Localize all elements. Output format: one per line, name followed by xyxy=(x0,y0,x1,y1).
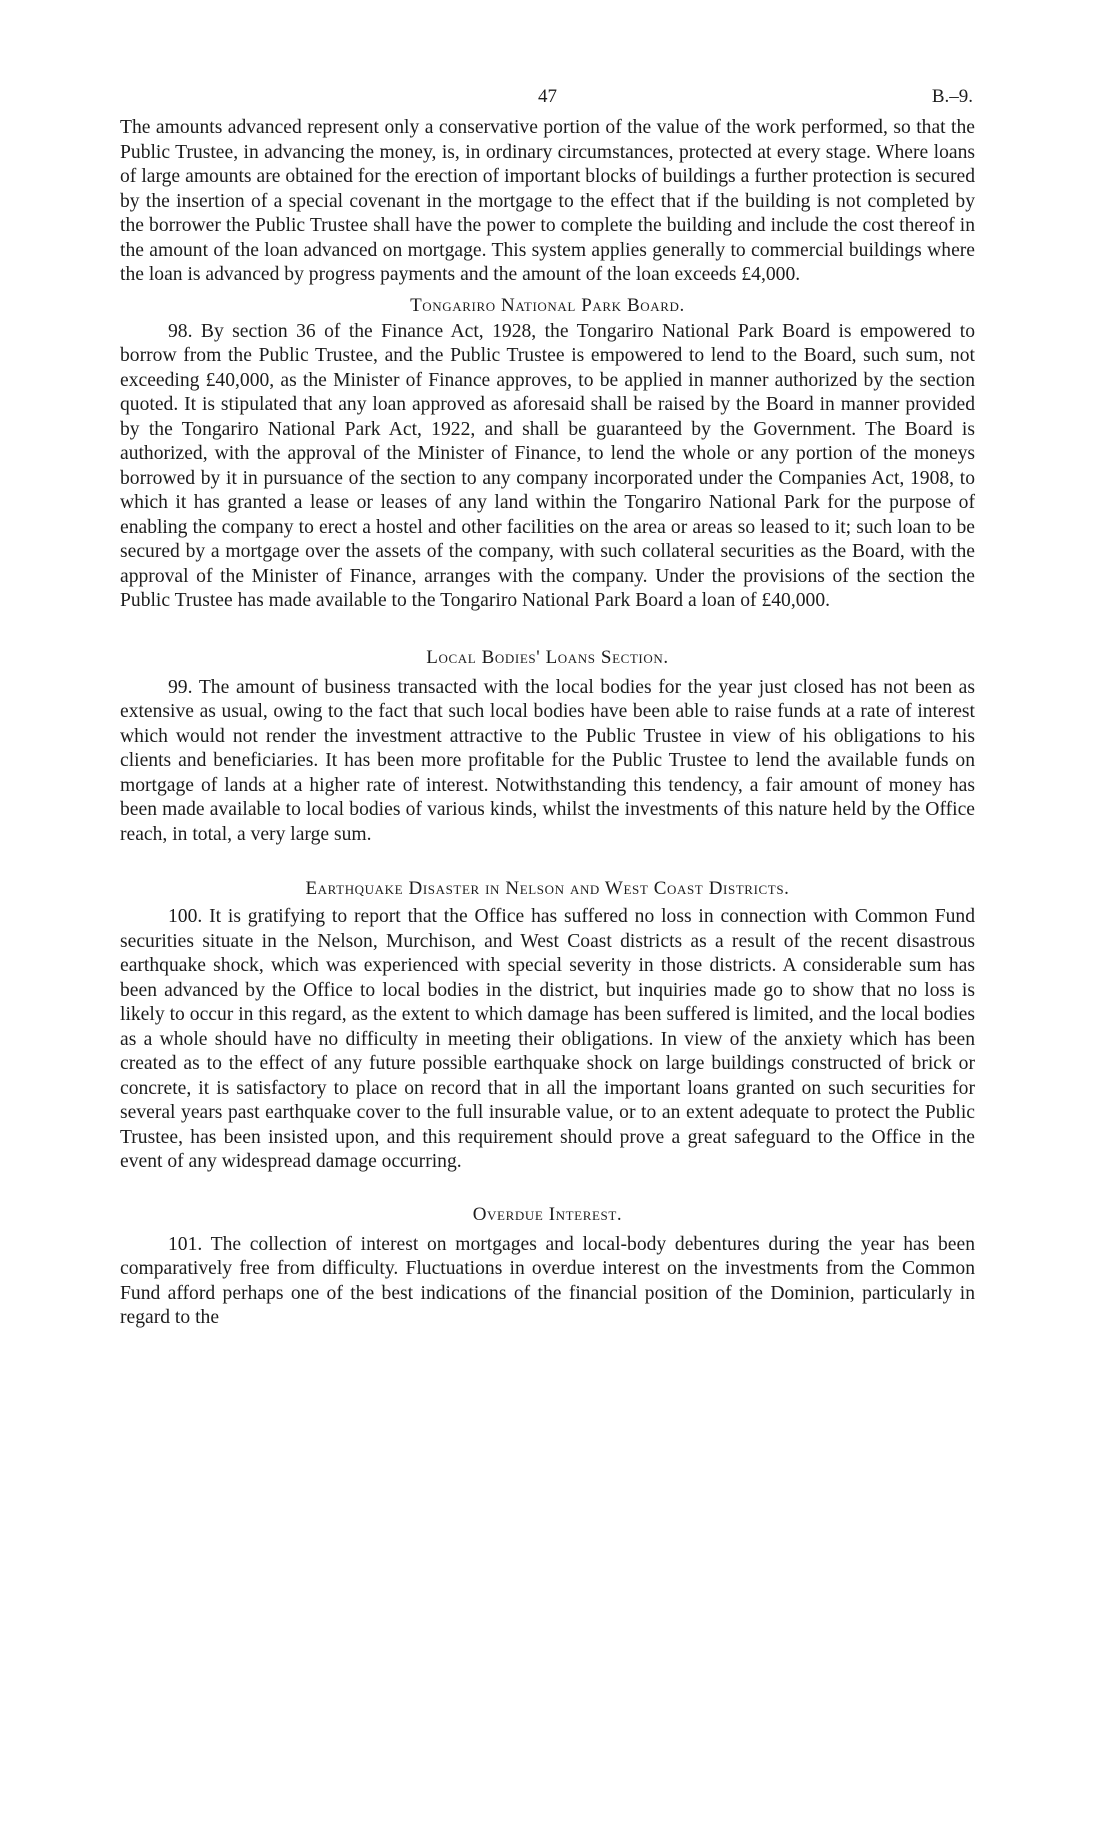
intro-paragraph: The amounts advanced represent only a conservative portion of the value of the work performed, so that the Public Trustee, in advancing the money, is, in ordinary circumstances, protected at every stage. Where loans of large amounts are obtained for the erection of important blocks of buildings a further protection is secured by the insertion of a special covenant in the mortgage to the effect that if the building is not completed by the borrower the Public Trustee shall have the power to complete the building and include the cost thereof in the amount of the loan advanced on mortgage. This system applies generally to commercial buildings where the loan is advanced by progress payments and the amount of the loan exceeds £4,000. xyxy=(120,117,975,285)
running-header xyxy=(120,82,975,112)
paragraph-101: 101. The collection of interest on mortgages and local-body debentures during the year has been comparatively free from difficulty. Fluctuations in overdue interest on the investments from the Common Fund afford perhaps one of the best indications of the financial position of the Dominion, particularly in regard to the xyxy=(120,1233,975,1328)
section-heading-overdue-interest: Overdue Interest. xyxy=(472,1203,623,1225)
section-heading-local-bodies: Local Bodies' Loans Section. xyxy=(426,646,669,668)
paragraph-98: 98. By section 36 of the Finance Act, 1928, the Tongariro National Park Board is empowered to borrow from the Public Trustee, and the Public Trustee is empowered to lend to the Board, such sum, not exceeding £40,000, as the Minister of Finance approves, to be applied in manner authorized by the section quoted. It is stipulated that any loan approved as aforesaid shall be raised by the Board in manner provided by the Tongariro National Park Act, 1922, and shall be guaranteed by the Government. The Board is authorized, with the approval of the Minister of Finance, to lend the whole or any portion of the moneys borrowed by it in pursuance of the section to any company incorporated under the Companies Act, 1908, to which it has granted a lease or leases of any land within the Tongariro National Park for the purpose of enabling the company to erect a hostel and other facilities on the area or areas so leased to it; such loan to be secured by a mortgage over the assets of the company, with such collateral securities as the Board, with the approval of the Minister of Finance, arranges with the company. Under the provisions of the section the Public Trustee has made available to the Tongariro National Park Board a loan of £40,000. xyxy=(120,320,975,611)
document-page xyxy=(120,82,975,1331)
page-number: 47 xyxy=(538,86,557,107)
paragraph-99: 99. The amount of business transacted with the local bodies for the year just closed has not been as extensive as usual, owing to the fact that such local bodies have been able to raise funds at a rate of interest which would not render the investment attractive to the Public Trustee in view of his obligations to his clients and beneficiaries. It has been more profitable for the Public Trustee to lend the available funds on mortgage of lands at a higher rate of interest. Notwithstanding this tendency, a fair amount of money has been made available to local bodies of various kinds, whilst the investments of this nature held by the Office reach, in total, a very large sum. xyxy=(120,676,975,845)
paragraph-100: 100. It is gratifying to report that the Office has suffered no loss in connection with Common Fund securities situate in the Nelson, Murchison, and West Coast districts as a result of the recent disastrous earthquake shock, which was experienced with special severity in those districts. A considerable sum has been advanced by the Office to local bodies in the district, but inquiries made go to show that no loss is likely to occur in this regard, as the extent to which damage has been suffered is limited, and the local bodies as a whole should have no difficulty in meeting their obligations. In view of the anxiety which has been created as to the effect of any future possible earthquake shock on large buildings constructed of brick or concrete, it is satisfactory to place on record that in all the important loans granted on such securities for several years past earthquake cover to the full insurable value, or to an extent adequate to protect the Public Trustee, has been insisted upon, and this requirement should prove a great safeguard to the Office in the event of any widespread damage occurring. xyxy=(120,906,975,1172)
section-heading-earthquake: Earthquake Disaster in Nelson and West Coast Districts. xyxy=(305,878,790,899)
document-reference: B.–9. xyxy=(931,86,973,107)
section-heading-tongariro: Tongariro National Park Board. xyxy=(410,294,685,316)
